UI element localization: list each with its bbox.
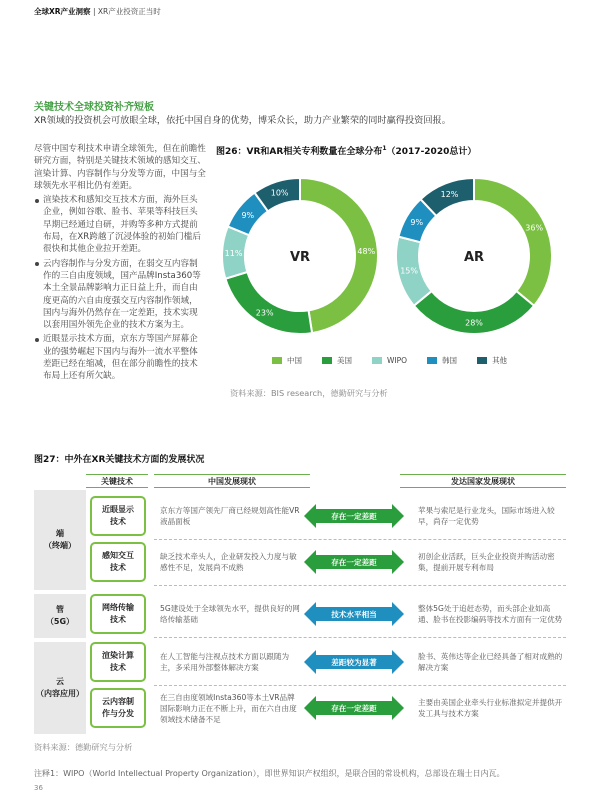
donut-data-label: 36% <box>525 223 544 233</box>
donut-data-label: 48% <box>357 246 376 256</box>
legend-label: 美国 <box>337 356 352 365</box>
page-number: 36 <box>34 784 43 792</box>
group-terminal: 端 （终端） <box>34 490 86 590</box>
legend-item <box>477 355 507 366</box>
section-intro: XR领域的投资机会可放眼全球，依托中国自身的优势，博采众长，助力产业繁荣的同时赢得投资回报。 <box>34 115 451 126</box>
tech-comparison-table <box>34 474 566 734</box>
legend-label: 其他 <box>492 356 508 365</box>
china-status-cell: 缺乏技术牵头人，企业研发投入力度与敏感性不足，发展尚不成熟 <box>160 552 297 572</box>
gap-label: 技术水平相当 <box>331 609 377 619</box>
gap-label: 存在一定差距 <box>331 703 377 713</box>
donut-data-label: 9% <box>410 218 424 228</box>
header-developed: 发达国家发展现状 <box>400 474 566 488</box>
running-header <box>34 6 161 17</box>
tech-name-box: 近眼显示 技术 <box>90 496 146 536</box>
row-divider <box>154 539 566 540</box>
header-china: 中国发展现状 <box>154 474 310 488</box>
donut-slice-vr-1 <box>225 272 312 334</box>
header-tech: 关键技术 <box>86 474 148 488</box>
donut-data-label: 10% <box>270 188 289 198</box>
legend-item <box>322 355 352 366</box>
left-column-text <box>34 143 206 385</box>
donut-data-label: 23% <box>255 308 274 318</box>
developed-status-cell: 整体5G处于追赶态势，而头部企业如高通、脸书在投影编码等技术方面有一定优势 <box>418 604 563 624</box>
intro-paragraph: 尽管中国专利技术申请全球领先，但在前瞻性研究方面，特别是关键技术领域的感知交互、渲染计算、内容制作与分发等方面，中国与全球领先水平相比仍有差距。 <box>34 144 206 191</box>
china-status-cell: 5G建设处于全球领先水平，提供良好的网络传输基础 <box>160 604 300 624</box>
legend-swatch <box>477 357 487 364</box>
donut-slice-ar-1 <box>414 291 534 334</box>
tech-name-box: 云内容制 作与分发 <box>90 688 146 728</box>
footnote: 注释1：WIPO（World Intellectual Property Organization），即世界知识产权组织，是联合国的常设机构，总部设在瑞士日内瓦。 <box>34 769 505 778</box>
section-title: 关键技术全球投资补齐短板 <box>34 102 154 113</box>
tech-name-box: 渲染计算 技术 <box>90 642 146 682</box>
donut-data-label: 11% <box>224 248 243 258</box>
developed-status-cell: 主要由美国企业牵头行业标准拟定并提供开发工具与技术方案 <box>418 698 563 718</box>
gap-label: 存在一定差距 <box>331 511 377 521</box>
bullet-item: 近眼显示技术方面，京东方等国产屏幕企业的强势崛起下国内与海外一流水平整体差距已经在缩减，但在部分前瞻性的技术布局上还有所欠缺。 <box>34 333 206 382</box>
group-5g: 管 （5G） <box>34 594 86 638</box>
china-status-cell: 在三自由度领域Insta360等本土VR品牌国际影响力正在不断上升，而在六自由度领域技术储备不足 <box>160 692 297 724</box>
fig26-title-tail: （2017-2020总计） <box>386 147 477 157</box>
china-status-cell: 在人工智能与注视点技术方面以跟随为主，多采用外部整体解决方案 <box>160 652 290 672</box>
legend-swatch <box>272 357 282 364</box>
donut-slice-ar-0 <box>474 178 552 306</box>
developed-status-cell: 初创企业活跃，巨头企业投资并购活动密集，提前开展专利布局 <box>418 552 555 572</box>
donut-data-label: 15% <box>400 266 418 276</box>
legend-item <box>372 355 407 366</box>
legend-swatch <box>372 357 382 364</box>
fig26-footnote-mark: 1 <box>382 145 387 152</box>
figure-27-source: 资料来源：德勤研究与分析 <box>34 742 133 752</box>
fig26-title-main: 图26：VR和AR相关专利数量在全球分布 <box>216 147 383 157</box>
donut-data-label: 12% <box>440 190 459 200</box>
figure-27-title: 图27：中外在XR关键技术方面的发展状况 <box>34 455 205 465</box>
legend-label: 中国 <box>287 356 302 365</box>
legend-swatch <box>322 357 332 364</box>
developed-status-cell: 苹果与索尼是行业龙头，国际市场进入较早，尚存一定优势 <box>418 506 555 526</box>
legend-swatch <box>427 357 437 364</box>
row-divider <box>154 637 566 638</box>
header-rest: | XR产业投资正当时 <box>90 7 161 16</box>
group-cloud: 云 （内容应用） <box>34 642 86 734</box>
legend-item <box>272 355 302 366</box>
header-bold: 全球XR产业洞察 <box>34 7 91 16</box>
chart-legend <box>272 355 527 366</box>
donut-data-label: 28% <box>465 318 483 328</box>
tech-name-box: 网络传输 技术 <box>90 594 146 634</box>
china-status-cell: 京东方等国产领先厂商已经规划高性能VR液晶面板 <box>160 506 300 526</box>
donut-center-label: AR <box>463 250 485 265</box>
tech-name-box: 感知交互 技术 <box>90 542 146 582</box>
bullet-item: 渲染技术和感知交互技术方面，海外巨头企业，例如谷歌、脸书、苹果等科技巨头早期已经通过自研，并购等多种方式提前布局，在XR跨越了沉浸体验的初始门槛后很快和其他企业拉开差距。 <box>34 194 206 255</box>
bullet-list <box>34 194 206 382</box>
developed-status-cell: 脸书、英伟达等企业已经具备了相对成熟的解决方案 <box>418 652 563 672</box>
gap-label: 差距较为显著 <box>331 657 377 667</box>
legend-label: WIPO <box>387 356 408 365</box>
donut-data-label: 9% <box>241 210 255 220</box>
legend-label: 韩国 <box>442 356 458 365</box>
donut-center-label: VR <box>289 250 311 265</box>
donut-charts <box>212 158 592 348</box>
gap-label: 存在一定差距 <box>331 557 377 567</box>
legend-item <box>427 355 457 366</box>
figure-26-title <box>216 144 476 157</box>
bullet-item: 云内容制作与分发方面，在弱交互内容制作的三自由度领域，国产品牌Insta360等本土全景品牌影响力正日益上升，而自由度更高的六自由度强交互内容制作领域，国内与海外仍然存在一定差距，技术实现以套用国外领先企业的技术方案为主。 <box>34 258 206 332</box>
row-divider <box>154 585 566 586</box>
row-divider <box>154 685 566 686</box>
figure-26-source: 资料来源：BIS research，德勤研究与分析 <box>230 388 388 398</box>
